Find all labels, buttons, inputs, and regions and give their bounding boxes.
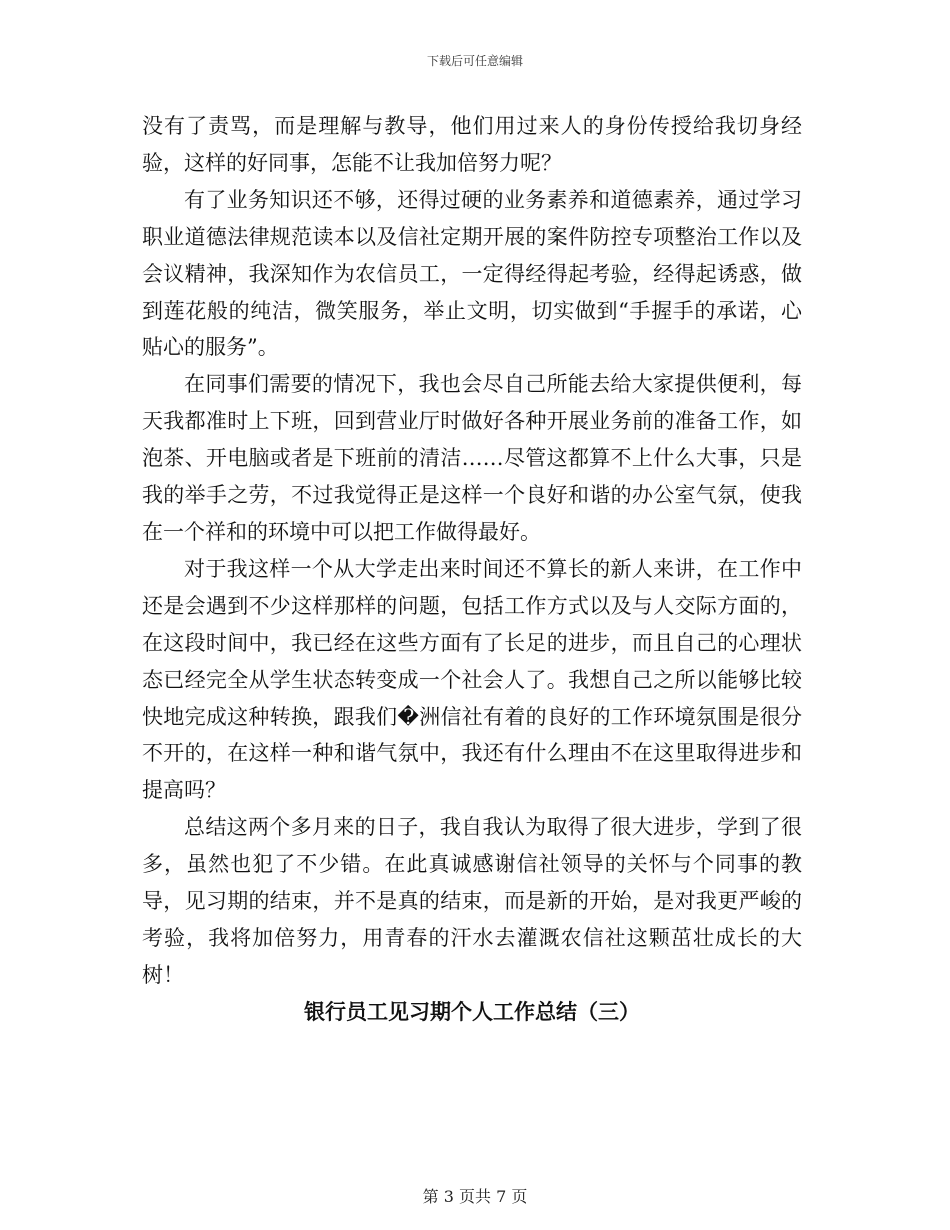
page-number: 第 3 页共 7 页 bbox=[422, 1187, 528, 1206]
page-header-note: 下载后可任意编辑 bbox=[426, 54, 523, 68]
paragraph-helping-colleagues: 在同事们需要的情况下，我也会尽自己所能去给大家提供便利，每天我都准时上下班，回到营业厅时做好各种开展业务前的准备工作，如泡茶、开电脑或者是下班前的清洁……尽管这都算不上什么大事，只是我的举手之劳，不过我觉得正是这样一个良好和谐的办公室气氛，使我在一个祥和的环境中可以把工作做得最好。 bbox=[142, 372, 802, 544]
paragraph-professional-ethics: 有了业务知识还不够，还得过硬的业务素养和道德素养，通过学习职业道德法律规范读本以及信社定期开展的案件防控专项整治工作以及会议精神，我深知作为农信员工，一定得经得起考验，经得起诱惑，做到莲花般的纯洁，微笑服务，举止文明，切实做到“手握手的承诺，心贴心的服务”。 bbox=[142, 187, 802, 360]
paragraph-continuation: 没有了责骂，而是理解与教导，他们用过来人的身份传授给我切身经验，这样的好同事，怎能不让我加倍努力呢？ bbox=[142, 114, 802, 175]
document-body bbox=[142, 108, 802, 1031]
paragraph-summary: 总结这两个多月来的日子，我自我认为取得了很大进步，学到了很多，虽然也犯了不少错。在此真诚感谢信社领导的关怀与个同事的教导，见习期的结束，并不是真的结束，而是新的开始，是对我更严峻的考验，我将加倍努力，用青春的汗水去灌溉农信社这颗茁壮成长的大树！ bbox=[142, 815, 802, 987]
paragraph-adaptation: 对于我这样一个从大学走出来时间还不算长的新人来讲，在工作中还是会遇到不少这样那样的问题，包括工作方式以及与人交际方面的，在这段时间中，我已经在这些方面有了长足的进步，而且自己的心理状态已经完全从学生状态转变成一个社会人了。我想自己之所以能够比较快地完成这种转换，跟我们�洲信社有着的良好的工作环境氛围是很分不开的，在这样一种和谐气氛中，我还有什么理由不在这里取得进步和提高吗？ bbox=[142, 556, 802, 803]
section-title: 银行员工见习期个人工作总结（三） bbox=[304, 998, 640, 1024]
